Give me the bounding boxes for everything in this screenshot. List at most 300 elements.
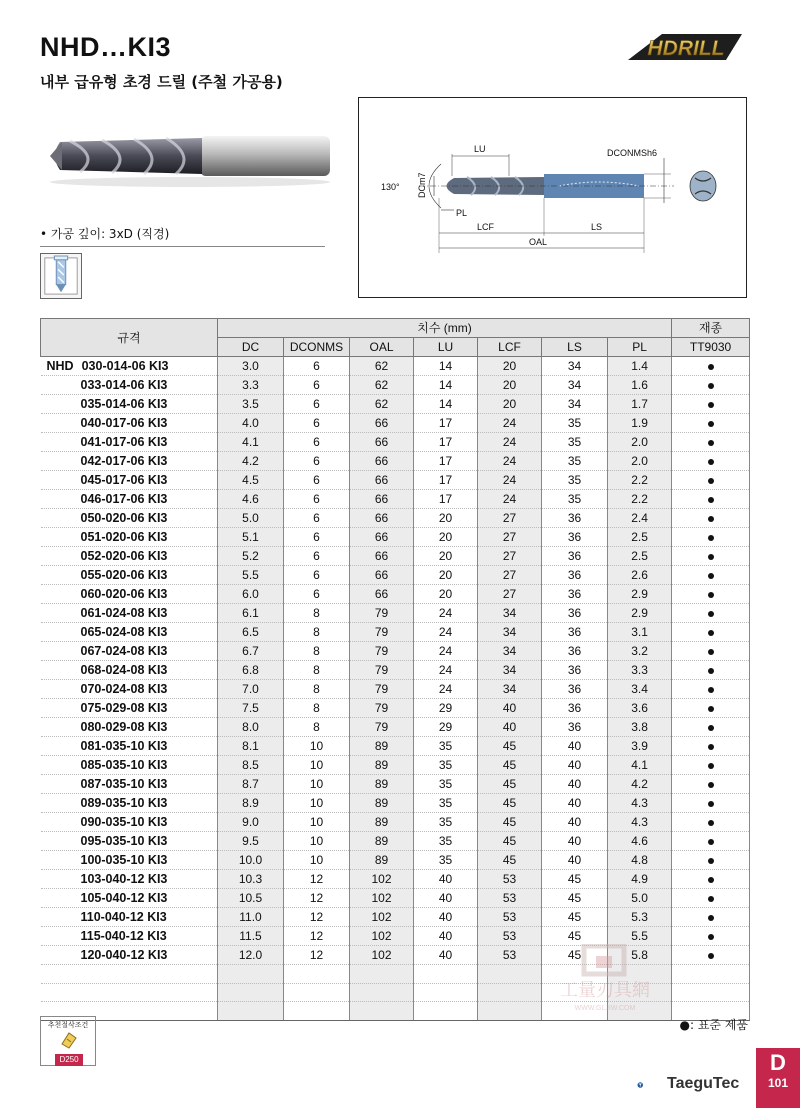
product-code-text: 067-024-08 KI3 [80,644,168,658]
cell-dc: 8.1 [218,737,284,756]
product-code-text: 089-035-10 KI3 [80,796,168,810]
stock-mark [672,661,750,680]
cell-lu: 35 [414,813,478,832]
cell-dc: 6.1 [218,604,284,623]
standard-dot-icon [708,839,714,845]
section-letter: D [770,1050,786,1075]
cell-ls: 36 [542,547,608,566]
product-code [41,832,218,851]
cell-pl: 4.8 [608,851,672,870]
cell-pl: 4.3 [608,794,672,813]
cell-lu: 24 [414,680,478,699]
cell-dc: 3.5 [218,395,284,414]
insert-icon [59,1030,79,1050]
cell-lu: 14 [414,357,478,376]
product-code [41,642,218,661]
cell-ls: 35 [542,433,608,452]
product-code-text: 045-017-06 KI3 [80,473,168,487]
col-oal: OAL [350,338,414,357]
stock-mark [672,547,750,566]
cell-dconms: 8 [284,661,350,680]
cell-ls: 45 [542,946,608,965]
cell-lu: 17 [414,471,478,490]
empty-cell [414,1002,478,1021]
stock-mark [672,756,750,775]
product-code-text: 060-020-06 KI3 [80,587,168,601]
cell-oal: 89 [350,832,414,851]
cell-lu: 40 [414,908,478,927]
product-code [41,870,218,889]
cell-dc: 10.3 [218,870,284,889]
product-code-text: 068-024-08 KI3 [80,663,168,677]
cell-ls: 35 [542,490,608,509]
empty-cell [41,983,218,1002]
cell-dconms: 6 [284,490,350,509]
standard-dot-icon [708,497,714,503]
stock-mark [672,832,750,851]
cell-lcf: 27 [478,566,542,585]
cell-ls: 36 [542,680,608,699]
product-code [41,680,218,699]
cell-lcf: 27 [478,509,542,528]
cell-dconms: 10 [284,813,350,832]
cell-dconms: 6 [284,376,350,395]
cell-ls: 45 [542,889,608,908]
col-grade: TT9030 [672,338,750,357]
product-code-text: 090-035-10 KI3 [80,815,168,829]
stock-mark [672,737,750,756]
cell-lcf: 24 [478,433,542,452]
cell-lu: 17 [414,490,478,509]
cell-pl: 1.6 [608,376,672,395]
cell-oal: 66 [350,452,414,471]
cell-lcf: 20 [478,376,542,395]
table-row [41,908,750,927]
cell-dconms: 6 [284,509,350,528]
standard-dot-icon [708,915,714,921]
cell-lcf: 45 [478,813,542,832]
cell-dconms: 10 [284,756,350,775]
col-ls: LS [542,338,608,357]
cell-ls: 45 [542,870,608,889]
cell-ls: 36 [542,718,608,737]
cell-ls: 36 [542,566,608,585]
cell-dc: 8.9 [218,794,284,813]
standard-dot-icon [708,554,714,560]
watermark-url: WWW.GLJIW.COM [574,1005,636,1012]
product-code-text: 046-017-06 KI3 [80,492,168,506]
standard-dot-icon [708,706,714,712]
stock-mark [672,680,750,699]
cell-ls: 40 [542,794,608,813]
standard-dot-icon [708,896,714,902]
standard-dot-icon [708,573,714,579]
cell-pl: 2.9 [608,585,672,604]
col-dc: DC [218,338,284,357]
cell-oal: 62 [350,395,414,414]
cell-oal: 66 [350,433,414,452]
stock-mark [672,395,750,414]
cell-oal: 79 [350,623,414,642]
cutting-condition-label: 추천절삭조건 [47,1021,89,1029]
product-code [41,547,218,566]
page-subtitle: 내부 급유형 초경 드릴 (주철 가공용) [40,73,283,91]
standard-dot-icon [708,687,714,693]
cell-ls: 36 [542,661,608,680]
cell-dconms: 8 [284,642,350,661]
product-code-text: 120-040-12 KI3 [80,948,168,962]
standard-dot-icon [708,402,714,408]
cell-dc: 4.5 [218,471,284,490]
cell-oal: 102 [350,927,414,946]
cutting-condition-grade: D250 [55,1054,83,1066]
standard-dot-icon [708,364,714,370]
cell-lcf: 34 [478,623,542,642]
cell-pl: 3.1 [608,623,672,642]
cell-oal: 79 [350,699,414,718]
cell-dconms: 12 [284,889,350,908]
cell-dc: 7.5 [218,699,284,718]
product-code [41,775,218,794]
cell-lcf: 20 [478,357,542,376]
cell-lcf: 45 [478,737,542,756]
section-tab [756,1048,800,1108]
product-code [41,946,218,965]
cell-oal: 79 [350,718,414,737]
table-row [41,718,750,737]
cell-dconms: 8 [284,623,350,642]
page-number: 101 [767,1076,789,1090]
table-row [41,889,750,908]
product-code [41,718,218,737]
product-code [41,452,218,471]
cell-lu: 14 [414,395,478,414]
cell-dc: 4.2 [218,452,284,471]
cell-lu: 24 [414,623,478,642]
cell-oal: 66 [350,585,414,604]
stock-mark [672,509,750,528]
cell-oal: 89 [350,794,414,813]
dimension-drawing [359,98,748,299]
product-code-text: 055-020-06 KI3 [80,568,168,582]
empty-cell [284,1002,350,1021]
standard-dot-icon [708,383,714,389]
product-code [41,585,218,604]
cell-dconms: 6 [284,414,350,433]
cell-oal: 79 [350,604,414,623]
product-code-text: 033-014-06 KI3 [80,378,168,392]
product-code-text: 075-029-08 KI3 [80,701,168,715]
stock-mark [672,870,750,889]
table-row [41,756,750,775]
cell-dconms: 8 [284,718,350,737]
taegutec-logo [637,1072,665,1098]
table-row [41,737,750,756]
machining-depth-note: • 가공 깊이: 3xD (직경) [40,227,170,241]
cell-dc: 6.0 [218,585,284,604]
stock-mark [672,528,750,547]
product-code-text: 065-024-08 KI3 [80,625,168,639]
cell-pl: 2.4 [608,509,672,528]
product-code [41,509,218,528]
product-code [41,414,218,433]
stock-mark [672,376,750,395]
cell-pl: 1.4 [608,357,672,376]
cell-dc: 6.8 [218,661,284,680]
cell-dconms: 6 [284,566,350,585]
stock-mark [672,357,750,376]
product-code-text: 081-035-10 KI3 [80,739,168,753]
cell-lcf: 53 [478,889,542,908]
cell-pl: 4.2 [608,775,672,794]
cell-lu: 40 [414,927,478,946]
standard-dot-icon [708,630,714,636]
empty-cell [672,965,750,984]
cell-lu: 24 [414,604,478,623]
cell-oal: 79 [350,680,414,699]
cell-dc: 6.7 [218,642,284,661]
cell-pl: 3.9 [608,737,672,756]
cell-dc: 5.0 [218,509,284,528]
cell-dconms: 6 [284,528,350,547]
cell-dconms: 8 [284,604,350,623]
cell-dc: 7.0 [218,680,284,699]
table-row [41,452,750,471]
cell-pl: 2.0 [608,452,672,471]
cell-ls: 35 [542,414,608,433]
product-code-text: 051-020-06 KI3 [80,530,168,544]
table-row [41,490,750,509]
cell-pl: 1.9 [608,414,672,433]
stock-mark [672,851,750,870]
empty-cell [41,965,218,984]
cell-ls: 36 [542,642,608,661]
cell-pl: 5.3 [608,908,672,927]
dimension-diagram [358,97,747,298]
cell-pl: 3.8 [608,718,672,737]
hdrill-logo [622,30,748,64]
cell-pl: 3.4 [608,680,672,699]
cell-pl: 5.0 [608,889,672,908]
cell-oal: 66 [350,490,414,509]
cell-dconms: 12 [284,946,350,965]
cell-dconms: 12 [284,927,350,946]
product-code [41,490,218,509]
cell-dconms: 10 [284,737,350,756]
product-code-text: 030-014-06 KI3 [81,359,169,373]
watermark [540,944,670,1016]
table-row [41,775,750,794]
empty-cell [218,1002,284,1021]
cell-lcf: 45 [478,851,542,870]
spec-table [40,318,750,1021]
product-code-text: 095-035-10 KI3 [80,834,168,848]
table-row [41,357,750,376]
cell-lcf: 34 [478,661,542,680]
product-code [41,756,218,775]
table-row [41,680,750,699]
cell-pl: 4.3 [608,813,672,832]
product-code [41,813,218,832]
cell-dc: 10.5 [218,889,284,908]
cell-oal: 66 [350,547,414,566]
cell-dc: 4.0 [218,414,284,433]
cell-lcf: 27 [478,528,542,547]
empty-cell [478,983,542,1002]
cell-oal: 79 [350,642,414,661]
cell-oal: 89 [350,737,414,756]
empty-cell [478,1002,542,1021]
cell-lcf: 53 [478,908,542,927]
cell-lu: 17 [414,452,478,471]
cell-pl: 2.5 [608,547,672,566]
cell-dconms: 8 [284,699,350,718]
cell-pl: 5.8 [608,946,672,965]
empty-cell [284,983,350,1002]
cell-lu: 20 [414,509,478,528]
cell-lcf: 34 [478,604,542,623]
cell-pl: 4.1 [608,756,672,775]
stock-mark [672,889,750,908]
table-row [41,509,750,528]
cell-dc: 3.3 [218,376,284,395]
standard-dot-icon [708,877,714,883]
cell-oal: 62 [350,376,414,395]
cell-ls: 40 [542,756,608,775]
cell-dconms: 6 [284,585,350,604]
drilling-depth-icon [40,253,82,299]
standard-dot-icon [708,801,714,807]
cell-dconms: 10 [284,794,350,813]
cell-lu: 24 [414,661,478,680]
product-code [41,794,218,813]
product-code [41,471,218,490]
brand-text: HDRILL [647,37,725,60]
table-row [41,566,750,585]
cell-dconms: 8 [284,680,350,699]
col-dconms: DCONMS [284,338,350,357]
standard-dot-icon [708,934,714,940]
cell-lcf: 45 [478,832,542,851]
cell-lcf: 45 [478,794,542,813]
cell-dc: 5.5 [218,566,284,585]
table-row [41,433,750,452]
cell-lu: 40 [414,946,478,965]
cell-dc: 8.7 [218,775,284,794]
legend-standard-product: ●: 표준 제품 [679,1018,748,1032]
cell-lcf: 40 [478,699,542,718]
product-code-text: 042-017-06 KI3 [80,454,168,468]
stock-mark [672,699,750,718]
spec-table-body [41,357,750,1021]
table-row [41,832,750,851]
empty-cell [672,983,750,1002]
cell-ls: 36 [542,509,608,528]
cell-dc: 9.0 [218,813,284,832]
stock-mark [672,433,750,452]
cell-oal: 66 [350,566,414,585]
table-row [41,794,750,813]
cell-dc: 5.2 [218,547,284,566]
stock-mark [672,585,750,604]
cell-ls: 45 [542,908,608,927]
cell-lu: 29 [414,718,478,737]
standard-dot-icon [708,820,714,826]
standard-dot-icon [708,459,714,465]
cell-lcf: 24 [478,471,542,490]
standard-dot-icon [708,535,714,541]
stock-mark [672,414,750,433]
col-pl: PL [608,338,672,357]
cell-dc: 8.0 [218,718,284,737]
cell-oal: 66 [350,509,414,528]
cell-dconms: 6 [284,547,350,566]
table-row [41,927,750,946]
stock-mark [672,452,750,471]
cell-oal: 79 [350,661,414,680]
product-code [41,604,218,623]
cell-lcf: 27 [478,585,542,604]
product-code-text: 115-040-12 KI3 [80,929,167,943]
standard-dot-icon [708,592,714,598]
product-code [41,889,218,908]
cell-lu: 29 [414,699,478,718]
label-dconms: DCONMSh6 [607,148,658,158]
cell-lcf: 24 [478,452,542,471]
table-row [41,623,750,642]
cell-dc: 11.0 [218,908,284,927]
cell-ls: 40 [542,832,608,851]
cell-ls: 36 [542,604,608,623]
col-lu: LU [414,338,478,357]
cell-oal: 89 [350,813,414,832]
product-code-text: 041-017-06 KI3 [80,435,168,449]
cell-pl: 2.2 [608,471,672,490]
cell-dc: 4.6 [218,490,284,509]
product-code-text: 052-020-06 KI3 [80,549,168,563]
stock-mark [672,775,750,794]
cell-dc: 3.0 [218,357,284,376]
watermark-text: 工量刃具網 [560,980,650,1001]
cell-ls: 35 [542,471,608,490]
cell-ls: 40 [542,813,608,832]
cell-dc: 8.5 [218,756,284,775]
table-row [41,604,750,623]
product-code-text: 085-035-10 KI3 [80,758,168,772]
empty-cell [350,965,414,984]
product-code-text: 080-029-08 KI3 [80,720,168,734]
empty-cell [218,983,284,1002]
cell-oal: 102 [350,946,414,965]
cell-lcf: 45 [478,756,542,775]
cell-ls: 40 [542,737,608,756]
table-row [41,395,750,414]
cell-pl: 4.6 [608,832,672,851]
cutting-condition-reference[interactable] [40,1016,96,1066]
label-dc: DCm7 [417,172,427,198]
cell-ls: 34 [542,357,608,376]
table-row [41,699,750,718]
cell-dconms: 12 [284,908,350,927]
cell-pl: 3.6 [608,699,672,718]
cell-pl: 2.9 [608,604,672,623]
product-code-text: 040-017-06 KI3 [80,416,168,430]
standard-dot-icon [708,744,714,750]
table-row [41,547,750,566]
empty-cell [350,983,414,1002]
standard-dot-icon [708,421,714,427]
cell-oal: 102 [350,870,414,889]
